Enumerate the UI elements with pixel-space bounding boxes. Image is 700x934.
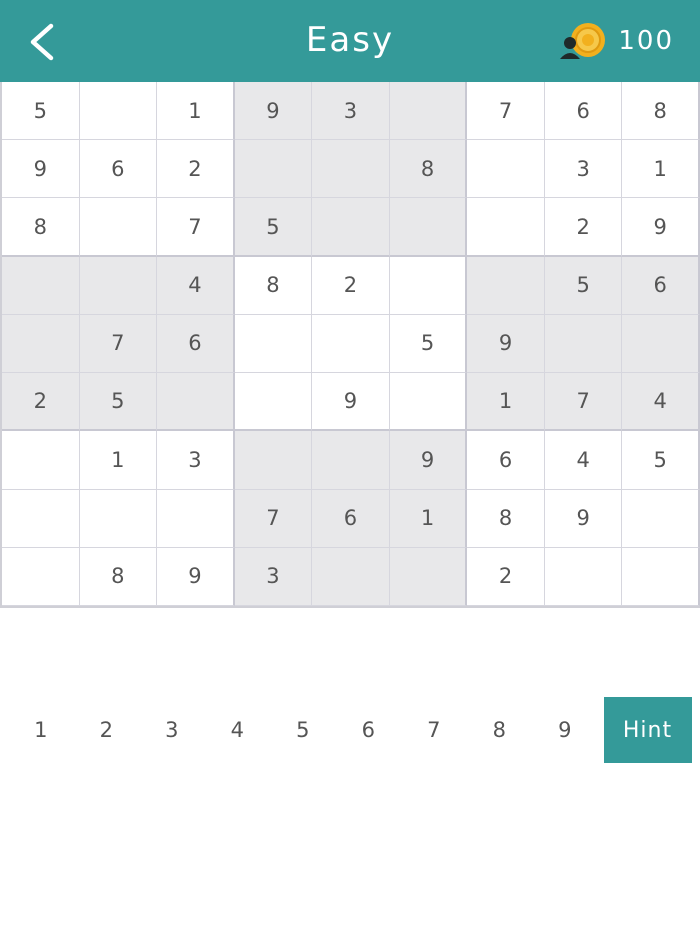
sudoku-cell-r6c8[interactable]: 7 xyxy=(545,373,623,431)
sudoku-cell-r5c8[interactable] xyxy=(545,315,623,373)
sudoku-cell-r9c1[interactable] xyxy=(2,548,80,606)
coin-balance[interactable] xyxy=(558,18,674,64)
sudoku-cell-r6c7[interactable]: 1 xyxy=(467,373,545,431)
sudoku-cell-r2c8[interactable]: 3 xyxy=(545,140,623,198)
sudoku-cell-r1c8[interactable]: 6 xyxy=(545,82,623,140)
sudoku-cell-r7c3[interactable]: 3 xyxy=(157,431,235,489)
sudoku-cell-r4c3[interactable]: 4 xyxy=(157,257,235,315)
sudoku-cell-r6c5[interactable]: 9 xyxy=(312,373,390,431)
sudoku-cell-r1c6[interactable] xyxy=(390,82,468,140)
sudoku-cell-r3c6[interactable] xyxy=(390,198,468,256)
sudoku-cell-r3c3[interactable]: 7 xyxy=(157,198,235,256)
sudoku-cell-r7c9[interactable]: 5 xyxy=(622,431,700,489)
sudoku-cell-r3c5[interactable] xyxy=(312,198,390,256)
sudoku-cell-r8c2[interactable] xyxy=(80,490,158,548)
sudoku-cell-r8c8[interactable]: 9 xyxy=(545,490,623,548)
sudoku-cell-r6c2[interactable]: 5 xyxy=(80,373,158,431)
sudoku-cell-r9c6[interactable] xyxy=(390,548,468,606)
sudoku-cell-r7c1[interactable] xyxy=(2,431,80,489)
sudoku-cell-r2c7[interactable] xyxy=(467,140,545,198)
sudoku-cell-r1c3[interactable]: 1 xyxy=(157,82,235,140)
number-button-2[interactable]: 2 xyxy=(99,718,113,742)
sudoku-cell-r9c8[interactable] xyxy=(545,548,623,606)
sudoku-cell-r6c1[interactable]: 2 xyxy=(2,373,80,431)
sudoku-cell-r5c9[interactable] xyxy=(622,315,700,373)
chevron-left-icon xyxy=(25,22,59,62)
sudoku-cell-r2c6[interactable]: 8 xyxy=(390,140,468,198)
number-pad xyxy=(8,697,694,763)
sudoku-cell-r7c2[interactable]: 1 xyxy=(80,431,158,489)
sudoku-cell-r1c2[interactable] xyxy=(80,82,158,140)
sudoku-cell-r8c4[interactable]: 7 xyxy=(235,490,313,548)
sudoku-cell-r3c1[interactable]: 8 xyxy=(2,198,80,256)
sudoku-cell-r4c8[interactable]: 5 xyxy=(545,257,623,315)
sudoku-cell-r8c5[interactable]: 6 xyxy=(312,490,390,548)
sudoku-cell-r4c1[interactable] xyxy=(2,257,80,315)
number-button-4[interactable]: 4 xyxy=(230,718,244,742)
sudoku-cell-r5c4[interactable] xyxy=(235,315,313,373)
sudoku-cell-r9c9[interactable] xyxy=(622,548,700,606)
sudoku-cell-r3c4[interactable]: 5 xyxy=(235,198,313,256)
sudoku-cell-r2c1[interactable]: 9 xyxy=(2,140,80,198)
sudoku-cell-r7c6[interactable]: 9 xyxy=(390,431,468,489)
sudoku-cell-r1c7[interactable]: 7 xyxy=(467,82,545,140)
sudoku-cell-r1c5[interactable]: 3 xyxy=(312,82,390,140)
sudoku-cell-r4c9[interactable]: 6 xyxy=(622,257,700,315)
coin-count: 100 xyxy=(618,26,674,56)
sudoku-cell-r7c5[interactable] xyxy=(312,431,390,489)
header-bar xyxy=(0,0,700,82)
sudoku-cell-r4c7[interactable] xyxy=(467,257,545,315)
number-button-9[interactable]: 9 xyxy=(558,718,572,742)
sudoku-cell-r1c4[interactable]: 9 xyxy=(235,82,313,140)
sudoku-cell-r4c6[interactable] xyxy=(390,257,468,315)
number-button-7[interactable]: 7 xyxy=(427,718,441,742)
sudoku-cell-r5c7[interactable]: 9 xyxy=(467,315,545,373)
sudoku-cell-r6c9[interactable]: 4 xyxy=(622,373,700,431)
sudoku-cell-r3c8[interactable]: 2 xyxy=(545,198,623,256)
number-button-5[interactable]: 5 xyxy=(296,718,310,742)
sudoku-cell-r2c5[interactable] xyxy=(312,140,390,198)
sudoku-cell-r9c2[interactable]: 8 xyxy=(80,548,158,606)
sudoku-cell-r9c3[interactable]: 9 xyxy=(157,548,235,606)
sudoku-cell-r8c1[interactable] xyxy=(2,490,80,548)
sudoku-cell-r1c1[interactable]: 5 xyxy=(2,82,80,140)
sudoku-cell-r2c9[interactable]: 1 xyxy=(622,140,700,198)
sudoku-cell-r7c7[interactable]: 6 xyxy=(467,431,545,489)
number-button-1[interactable]: 1 xyxy=(34,718,48,742)
sudoku-cell-r4c2[interactable] xyxy=(80,257,158,315)
sudoku-cell-r2c2[interactable]: 6 xyxy=(80,140,158,198)
sudoku-cell-r5c1[interactable] xyxy=(2,315,80,373)
sudoku-cell-r7c4[interactable] xyxy=(235,431,313,489)
sudoku-cell-r9c5[interactable] xyxy=(312,548,390,606)
difficulty-title: Easy xyxy=(305,20,395,60)
back-button[interactable] xyxy=(18,18,66,66)
sudoku-cell-r6c6[interactable] xyxy=(390,373,468,431)
sudoku-board xyxy=(0,82,700,608)
sudoku-cell-r3c7[interactable] xyxy=(467,198,545,256)
sudoku-cell-r8c9[interactable] xyxy=(622,490,700,548)
sudoku-cell-r4c5[interactable]: 2 xyxy=(312,257,390,315)
sudoku-cell-r5c6[interactable]: 5 xyxy=(390,315,468,373)
sudoku-cell-r6c3[interactable] xyxy=(157,373,235,431)
sudoku-cell-r6c4[interactable] xyxy=(235,373,313,431)
coin-icon xyxy=(558,21,608,61)
sudoku-cell-r2c4[interactable] xyxy=(235,140,313,198)
sudoku-cell-r5c3[interactable]: 6 xyxy=(157,315,235,373)
sudoku-cell-r1c9[interactable]: 8 xyxy=(622,82,700,140)
sudoku-cell-r4c4[interactable]: 8 xyxy=(235,257,313,315)
sudoku-cell-r9c7[interactable]: 2 xyxy=(467,548,545,606)
hint-button[interactable]: Hint xyxy=(604,697,692,763)
number-button-6[interactable]: 6 xyxy=(361,718,375,742)
sudoku-cell-r5c2[interactable]: 7 xyxy=(80,315,158,373)
sudoku-cell-r2c3[interactable]: 2 xyxy=(157,140,235,198)
sudoku-cell-r7c8[interactable]: 4 xyxy=(545,431,623,489)
sudoku-cell-r3c2[interactable] xyxy=(80,198,158,256)
sudoku-cell-r3c9[interactable]: 9 xyxy=(622,198,700,256)
number-button-3[interactable]: 3 xyxy=(165,718,179,742)
sudoku-cell-r8c3[interactable] xyxy=(157,490,235,548)
sudoku-cell-r9c4[interactable]: 3 xyxy=(235,548,313,606)
sudoku-cell-r8c7[interactable]: 8 xyxy=(467,490,545,548)
sudoku-cell-r8c6[interactable]: 1 xyxy=(390,490,468,548)
number-button-8[interactable]: 8 xyxy=(492,718,506,742)
sudoku-cell-r5c5[interactable] xyxy=(312,315,390,373)
